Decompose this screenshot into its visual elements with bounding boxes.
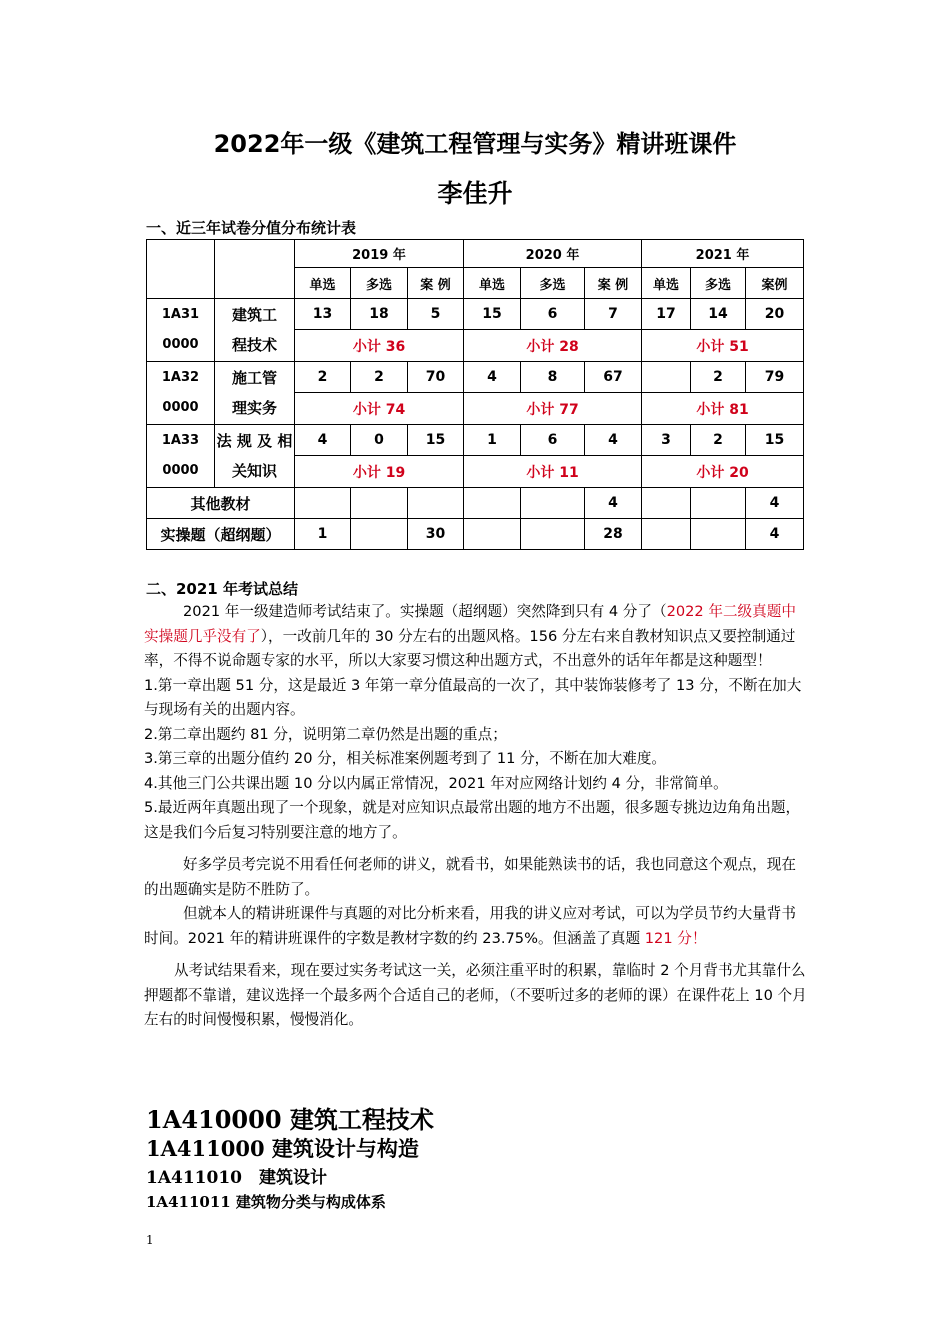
score-cell: 15 [746, 425, 804, 456]
list-item: 5.最近两年真题出现了一个现象，就是对应知识点最常出题的地方不出题，很多题专挑边边角角出题，这是我们今后复习特别要注意的地方了。 [144, 799, 801, 841]
score-distribution-table [146, 239, 804, 550]
score-cell [642, 488, 691, 519]
question-type-header: 案 例 [585, 268, 642, 299]
score-cell: 0 [351, 425, 408, 456]
table-row [147, 425, 804, 456]
score-cell: 67 [585, 362, 642, 393]
question-type-header: 单选 [464, 268, 521, 299]
score-cell: 79 [746, 362, 804, 393]
score-cell: 30 [408, 519, 464, 550]
score-cell [351, 488, 408, 519]
section-heading-score-table: 一、近三年试卷分值分布统计表 [146, 219, 357, 237]
table-corner-cell [215, 240, 295, 299]
score-cell: 4 [585, 488, 642, 519]
question-type-header: 单选 [642, 268, 691, 299]
score-cell: 3 [642, 425, 691, 456]
author-name: 李佳升 [437, 179, 513, 208]
score-cell [642, 519, 691, 550]
score-cell [691, 519, 746, 550]
table-row [147, 488, 804, 519]
year-header: 2021 年 [642, 240, 804, 268]
other-materials-label: 其他教材 [147, 488, 295, 519]
chapter-code-cell: 1A32 0000 [147, 362, 215, 425]
list-item: 1.第一章出题 51 分，这是最近 3 年第一章分值最高的一次了，其中装饰装修考了 13 分，不断在加大与现场有关的出题内容。 [144, 676, 802, 718]
score-cell: 7 [585, 299, 642, 330]
subtotal-cell: 小计 20 [642, 456, 804, 488]
list-item: 2.第二章出题约 81 分，说明第二章仍然是出题的重点； [144, 725, 507, 743]
table-corner-cell [147, 240, 215, 299]
score-cell: 13 [295, 299, 351, 330]
chapter-code-cell: 1A31 0000 [147, 299, 215, 362]
table-row [147, 299, 804, 330]
score-cell: 4 [295, 425, 351, 456]
score-cell [642, 362, 691, 393]
score-cell: 4 [464, 362, 521, 393]
score-cell: 15 [464, 299, 521, 330]
chapter-name-cell: 施工管 理实务 [215, 362, 295, 425]
heading-level-2: 1A411000 建筑设计与构造 [146, 1136, 419, 1161]
table-row [147, 519, 804, 550]
score-cell [351, 519, 408, 550]
year-header-row [147, 240, 804, 268]
page-number: 1 [146, 1233, 154, 1247]
question-type-header: 案例 [746, 268, 804, 299]
score-cell [521, 519, 585, 550]
question-type-header: 单选 [295, 268, 351, 299]
subtotal-cell: 小计 28 [464, 330, 642, 362]
score-cell: 1 [295, 519, 351, 550]
question-type-header: 多选 [351, 268, 408, 299]
subtotal-cell: 小计 77 [464, 393, 642, 425]
score-cell: 28 [585, 519, 642, 550]
score-cell: 18 [351, 299, 408, 330]
year-header: 2020 年 [464, 240, 642, 268]
chapter-code-cell: 1A33 0000 [147, 425, 215, 488]
chapter-name-cell: 法 规 及 相 关知识 [215, 425, 295, 488]
score-cell: 2 [351, 362, 408, 393]
score-cell [464, 519, 521, 550]
score-cell [464, 488, 521, 519]
subtotal-cell: 小计 19 [295, 456, 464, 488]
score-cell: 1 [464, 425, 521, 456]
score-cell: 6 [521, 425, 585, 456]
chapter-name-cell: 建筑工 程技术 [215, 299, 295, 362]
score-cell: 70 [408, 362, 464, 393]
paragraph: 好多学员考完说不用看任何老师的讲义，就看书，如果能熟读书的话，我也同意这个观点，现在的出题确实是防不胜防了。 [144, 856, 796, 898]
paragraph: 2021 年一级建造师考试结束了。实操题（超纲题）突然降到只有 4 分了（2022 年二级真题中实操题几乎没有了），一改前几年的 30 分左右的出题风格。156 分左右来自教材知识点又要控制通过率，不得不说命题专家的水平，所以大家要习惯这种出题方式，不出意外的话年年都是这种题型！ [144, 603, 796, 669]
score-cell [295, 488, 351, 519]
practical-questions-label: 实操题（超纲题） [147, 519, 295, 550]
score-cell: 2 [691, 362, 746, 393]
score-cell: 2 [295, 362, 351, 393]
score-cell: 4 [746, 488, 804, 519]
highlighted-text: 2022 年二级真题中实操题几乎没有了 [144, 603, 796, 645]
year-header: 2019 年 [295, 240, 464, 268]
question-type-header: 案 例 [408, 268, 464, 299]
section-heading-summary: 二、2021 年考试总结 [146, 580, 298, 598]
list-item: 3.第三章的出题分值约 20 分，相关标准案例题考到了 11 分，不断在加大难度。 [144, 750, 667, 767]
subtotal-cell: 小计 51 [642, 330, 804, 362]
score-cell: 8 [521, 362, 585, 393]
list-item: 4.其他三门公共课出题 10 分以内属正常情况，2021 年对应网络计划约 4 分，非常简单。 [144, 774, 728, 792]
question-type-header: 多选 [691, 268, 746, 299]
score-cell [521, 488, 585, 519]
table-row [147, 362, 804, 393]
summary-body [144, 600, 808, 1033]
score-cell: 4 [585, 425, 642, 456]
score-cell: 4 [746, 519, 804, 550]
highlighted-text: 121 分！ [644, 929, 707, 947]
score-cell: 14 [691, 299, 746, 330]
subtotal-cell: 小计 11 [464, 456, 642, 488]
paragraph: 从考试结果看来，现在要过实务考试这一关，必须注重平时的积累，靠临时 2 个月背书尤其靠什么押题都不靠谱，建议选择一个最多两个合适自己的老师，（不要听过多的老师的课）在课件花上 10 个月左右的时间慢慢积累，慢慢消化。 [144, 962, 807, 1028]
score-cell: 20 [746, 299, 804, 330]
score-cell [408, 488, 464, 519]
score-cell: 6 [521, 299, 585, 330]
page-title: 2022年一级《建筑工程管理与实务》精讲班课件 [213, 130, 737, 158]
heading-level-4: 1A411011 建筑物分类与构成体系 [146, 1193, 386, 1211]
subtotal-cell: 小计 74 [295, 393, 464, 425]
subtotal-cell: 小计 81 [642, 393, 804, 425]
score-cell: 2 [691, 425, 746, 456]
score-cell: 5 [408, 299, 464, 330]
paragraph: 但就本人的精讲班课件与真题的对比分析来看，用我的讲义应对考试，可以为学员节约大量背书时间。2021 年的精讲班课件的字数是教材字数的约 23.75%。但涵盖了真题 121 分！ [144, 905, 796, 947]
score-cell: 17 [642, 299, 691, 330]
heading-level-1: 1A410000 建筑工程技术 [146, 1105, 434, 1134]
heading-level-3: 1A411010 建筑设计 [146, 1168, 327, 1188]
question-type-header: 多选 [521, 268, 585, 299]
score-cell [691, 488, 746, 519]
subtotal-cell: 小计 36 [295, 330, 464, 362]
score-cell: 15 [408, 425, 464, 456]
